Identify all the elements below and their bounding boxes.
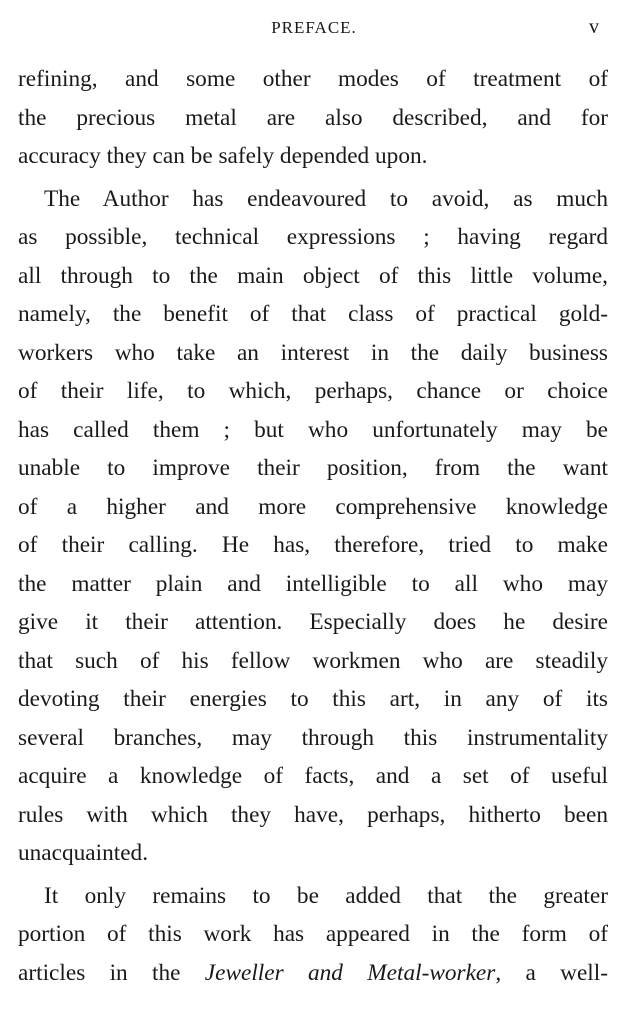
text-line: The Author has endeavoured to avoid, as much (44, 185, 608, 212)
running-title: PREFACE. (271, 18, 357, 37)
text-line: accuracy they can be safely depended upon. (18, 143, 428, 169)
text-line-final (18, 954, 608, 993)
text-line: of a higher and more comprehensive knowledge (18, 493, 608, 520)
paragraph-2 (18, 180, 608, 873)
paragraph-3 (18, 877, 608, 993)
text-line: the matter plain and intelligible to all who may (18, 570, 608, 597)
text-line: unable to improve their position, from the want (18, 455, 608, 481)
text-line: devoting their energies to this art, in any of its (18, 686, 608, 712)
text-line: as possible, technical expressions ; having regard (18, 224, 608, 250)
text-line: has called them ; but who unfortunately may be (18, 416, 608, 443)
text-line: the precious metal are also described, and for (18, 104, 608, 131)
text-line: unacquainted. (18, 840, 149, 866)
text-line: portion of this work has appeared in the form of (18, 921, 608, 947)
text-line: of their life, to which, perhaps, chance or choice (18, 378, 608, 404)
text-line: namely, the benefit of that class of practical gold- (18, 301, 608, 327)
periodical-title: Jeweller and Metal-worker (204, 959, 496, 986)
text-line: that such of his fellow workmen who are steadily (18, 647, 608, 674)
text-line: give it their attention. Especially does he desire (18, 609, 608, 635)
text-line: workers who take an interest in the daily business (18, 339, 608, 366)
body-text (18, 60, 608, 992)
text-run: , a well- (495, 959, 608, 986)
text-line: all through to the main object of this little volume, (18, 262, 608, 289)
text-line: acquire a knowledge of facts, and a set of useful (18, 763, 608, 789)
page-number: v (589, 16, 600, 38)
text-line: of their calling. He has, therefore, tried to make (18, 532, 608, 558)
paragraph-1 (18, 60, 608, 176)
text-run: articles in the (18, 959, 205, 986)
running-header (18, 12, 610, 40)
text-line: several branches, may through this instrumentality (18, 724, 608, 751)
text-line: refining, and some other modes of treatment of (18, 66, 608, 92)
text-line: It only remains to be added that the greater (44, 882, 608, 909)
text-line: rules with which they have, perhaps, hitherto been (18, 801, 608, 828)
